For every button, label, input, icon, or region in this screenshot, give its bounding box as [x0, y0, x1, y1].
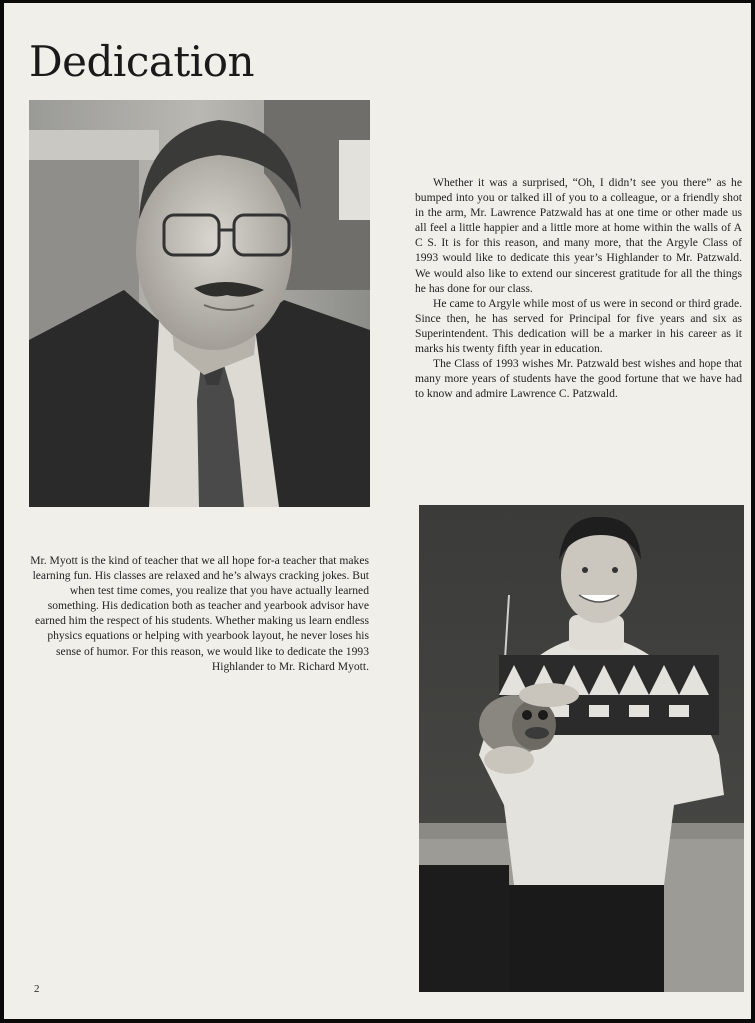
myott-paragraph: Mr. Myott is the kind of teacher that we all hope for-a teacher that makes learning fun. His classes are relaxed and he’s always cracking jokes. But when test time comes, you realize that you have actually learned something. His dedication both as teacher and yearbook advisor have earned him the respect of his students. Whether making us learn endless physics equations or helping with yearbook layout, he never loses his sense of humor. For this reason, we would like to dedicate the 1993 Highlander to Mr. Richard Myott. [30, 554, 369, 673]
portrait-photo-myott [419, 505, 744, 992]
patzwald-paragraph: The Class of 1993 wishes Mr. Patzwald best wishes and hope that many more years of students have the good fortune that we have had to know and admire Lawrence C. Patzwald. [415, 357, 742, 401]
patzwald-dedication-text [415, 175, 742, 401]
page-title: Dedication [29, 37, 255, 86]
yearbook-page [4, 3, 751, 1019]
portrait-photo-patzwald [29, 100, 370, 507]
page-number: 2 [34, 983, 40, 995]
myott-dedication-text [30, 553, 369, 674]
patzwald-paragraph: He came to Argyle while most of us were in second or third grade. Since then, he has served for Principal for five years and six as Superintendent. This dedication will be a marker in his career as it marks his twenty fifth year in education. [415, 296, 742, 356]
patzwald-paragraph: Whether it was a surprised, “Oh, I didn’t see you there” as he bumped into you or talked ill of you to a colleague, or a friendly shot in the arm, Mr. Lawrence Patzwald has at one time or other made us all feel a little happier and a little more at home within the walls of A C S. It is for this reason, and many more, that the Argyle Class of 1993 would like to dedicate this year’s Highlander to Mr. Patzwald. We would also like to extend our sincerest gratitude for all the things he has done for our class. [415, 176, 742, 295]
